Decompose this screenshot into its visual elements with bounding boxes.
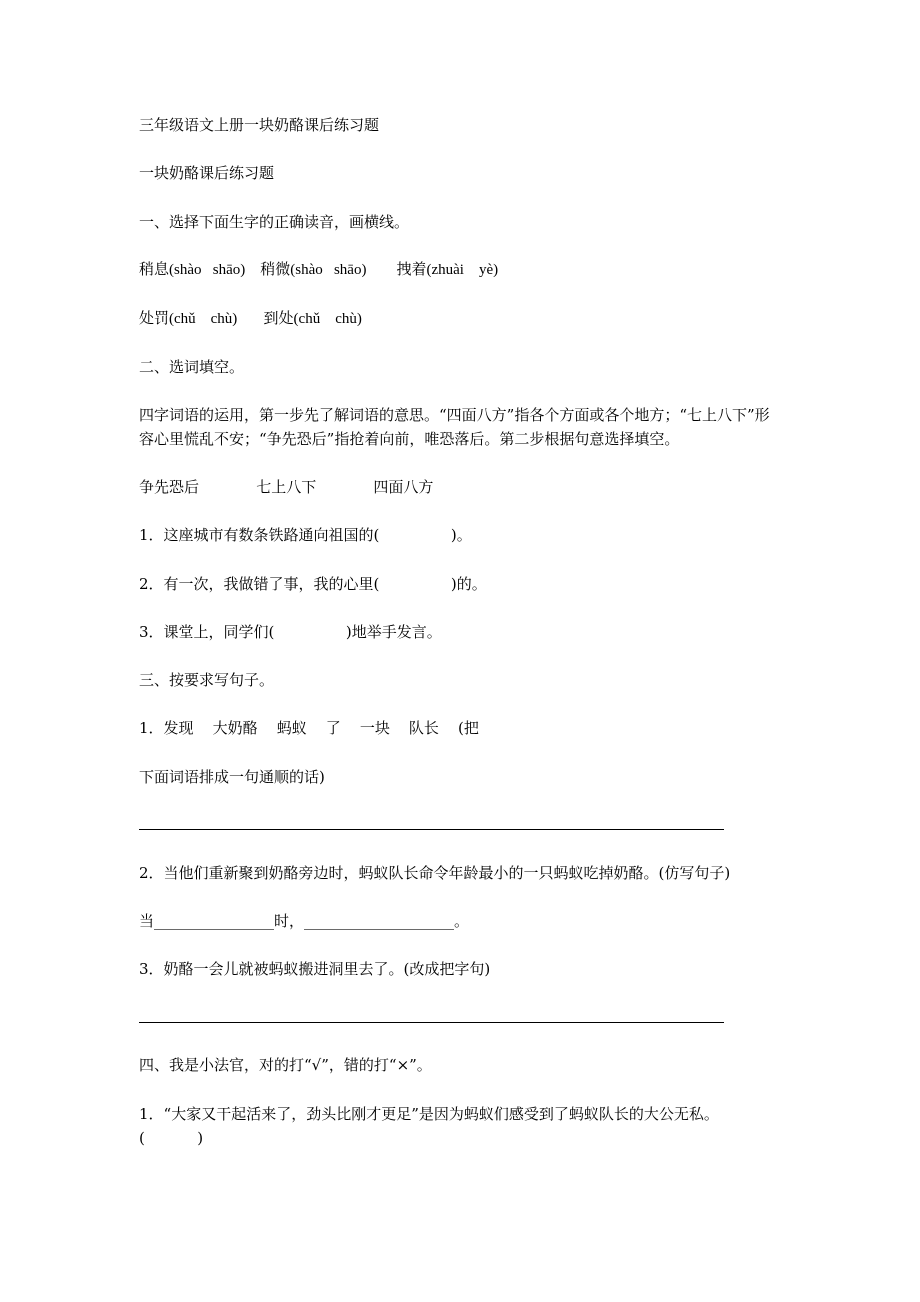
section-3-question-2: 2．当他们重新聚到奶酪旁边时，蚂蚁队长命令年龄最小的一只蚂蚁吃掉奶酪。(仿写句子) <box>139 864 731 882</box>
document-title: 三年级语文上册一块奶酪课后练习题 <box>139 116 380 134</box>
answer-line-2 <box>139 1022 724 1023</box>
section-3-heading: 三、按要求写句子。 <box>139 671 275 689</box>
section-4-question-1: 1．“大家又干起活来了，劲头比刚才更足”是因为蚂蚁们感受到了蚂蚁队长的大公无私。 <box>139 1105 719 1123</box>
section-1-pinyin-row-2: 处罚(chǔ chù) 到处(chǔ chù) <box>139 311 362 327</box>
section-4-question-1-paren: ( ) <box>139 1129 204 1147</box>
section-3-question-2-fill: 当________________时，____________________。 <box>139 912 470 930</box>
section-2-heading: 二、选词填空。 <box>139 358 245 376</box>
section-2-question-3: 3．课堂上，同学们( )地举手发言。 <box>139 623 442 641</box>
section-1-heading: 一、选择下面生字的正确读音，画横线。 <box>139 213 410 231</box>
section-1-pinyin-row-1: 稍息(shào shāo) 稍微(shào shāo) 拽着(zhuài yè) <box>139 262 499 278</box>
section-2-question-2: 2．有一次，我做错了事，我的心里( )的。 <box>139 575 487 593</box>
document-subtitle: 一块奶酪课后练习题 <box>139 164 275 182</box>
answer-line-1 <box>139 829 724 830</box>
section-4-heading: 四、我是小法官，对的打“√”，错的打“×”。 <box>139 1056 432 1074</box>
section-3-question-3: 3．奶酪一会儿就被蚂蚁搬进洞里去了。(改成把字句) <box>139 960 491 978</box>
section-2-word-options: 争先恐后 七上八下 四面八方 <box>139 478 434 496</box>
section-2-question-1: 1．这座城市有数条铁路通向祖国的( )。 <box>139 526 472 544</box>
section-2-explanation: 四字词语的运用，第一步先了解词语的意思。“四面八方”指各个方面或各个地方；“七上八下”形容心里慌乱不安；“争先恐后”指抢着向前，唯恐落后。第二步根据句意选择填空。 <box>139 406 770 448</box>
section-3-question-1-words: 1．发现 大奶酪 蚂蚁 了 一块 队长 (把 <box>139 719 479 737</box>
section-3-question-1-instruction: 下面词语排成一句通顺的话) <box>139 768 325 786</box>
